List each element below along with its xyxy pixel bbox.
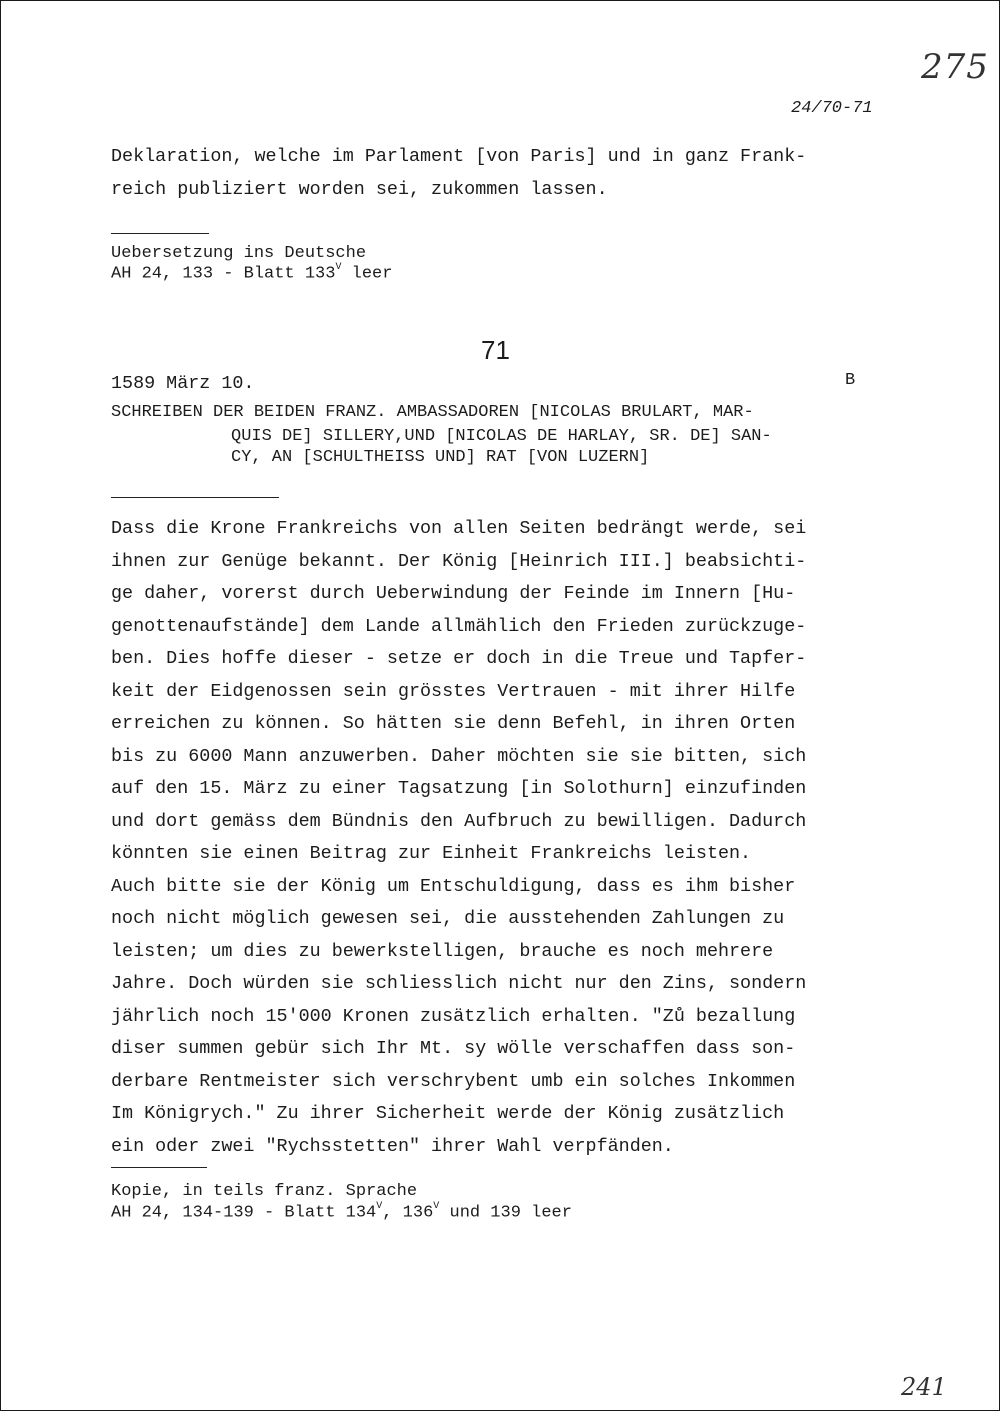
document-letter: B <box>845 371 856 390</box>
verso-mark: V <box>335 262 342 273</box>
footnote-text: AH 24, 133 - Blatt 133 <box>111 264 336 284</box>
text-line: ein oder zwei "Rychsstetten" ihrer Wahl verpfänden. <box>111 1135 674 1157</box>
document-heading-line: CY, AN [SCHULTHEISS UND] RAT [VON LUZERN] <box>231 448 650 467</box>
text-line: auf den 15. März zu einer Tagsatzung [in Solothurn] einzufinden <box>111 778 807 799</box>
text-line: reich publiziert worden sei, zukommen lassen. <box>111 178 608 200</box>
text-line: derbare Rentmeister sich verschrybent umb ein solches Inkommen <box>111 1070 796 1092</box>
previous-doc-footnote-source: Uebersetzung ins Deutsche <box>111 244 367 263</box>
text-line: ihnen zur Genüge bekannt. Der König [Heinrich III.] beabsichti- <box>111 550 807 572</box>
text-line: Auch bitte sie der König um Entschuldigung, dass es ihm bisher <box>111 875 796 897</box>
footnote-text: AH 24, 134-139 - Blatt 134 <box>111 1203 377 1223</box>
document-footnote-location <box>111 1203 572 1223</box>
text-line: leisten; um dies zu bewerkstelligen, brauche es noch mehrere <box>111 940 774 962</box>
reference-number: 24/70-71 <box>791 99 873 118</box>
handwritten-page-mark: 241 <box>901 1373 947 1401</box>
document-heading-line: QUIS DE] SILLERY,UND [NICOLAS DE HARLAY, SR. DE] SAN- <box>231 427 772 446</box>
text-line: Im Königrych." Zu ihrer Sicherheit werde der König zusätzlich <box>111 1103 785 1124</box>
text-line: bis zu 6000 Mann anzuwerben. Daher möchten sie sie bitten, sich <box>111 745 807 767</box>
text-line: Dass die Krone Frankreichs von allen Seiten bedrängt werde, sei <box>111 518 807 539</box>
document-number: 71 <box>481 335 510 365</box>
text-line: erreichen zu können. So hätten sie denn Befehl, in ihren Orten <box>111 713 796 734</box>
footnote-divider <box>111 1167 207 1168</box>
footnote-divider <box>111 233 209 234</box>
footnote-text: leer <box>341 264 393 284</box>
text-line: Deklaration, welche im Parlament [von Paris] und in ganz Frank- <box>111 146 807 167</box>
previous-doc-footnote-location <box>111 264 392 284</box>
verso-mark: V <box>376 1201 383 1212</box>
document-date: 1589 März 10. <box>111 373 255 394</box>
text-line: keit der Eidgenossen sein grösstes Vertrauen - mit ihrer Hilfe <box>111 680 796 702</box>
text-line: genottenaufstände] dem Lande allmählich den Frieden zurückzuge- <box>111 615 807 637</box>
document-footnote-source: Kopie, in teils franz. Sprache <box>111 1182 418 1201</box>
footnote-text: , 136 <box>382 1203 434 1223</box>
text-line: jährlich noch 15'000 Kronen zusätzlich erhalten. "Zů bezallung <box>111 1005 796 1027</box>
text-line: könnten sie einen Beitrag zur Einheit Frankreichs leisten. <box>111 843 752 864</box>
handwritten-folio-number: 275 <box>921 47 989 87</box>
text-line: diser summen gebür sich Ihr Mt. sy wölle verschaffen dass son- <box>111 1038 796 1059</box>
footnote-text: und 139 leer <box>439 1203 572 1223</box>
text-line: Jahre. Doch würden sie schliesslich nicht nur den Zins, sondern <box>111 973 807 994</box>
text-line: noch nicht möglich gewesen sei, die ausstehenden Zahlungen zu <box>111 908 785 929</box>
text-line: ben. Dies hoffe dieser - setze er doch in die Treue und Tapfer- <box>111 648 807 669</box>
document-heading-line: SCHREIBEN DER BEIDEN FRANZ. AMBASSADOREN [NICOLAS BRULART, MAR- <box>111 403 754 422</box>
text-line: und dort gemäss dem Bündnis den Aufbruch zu bewilligen. Dadurch <box>111 810 807 832</box>
document-body <box>111 513 806 1163</box>
heading-divider <box>111 497 279 498</box>
previous-doc-text <box>111 141 806 206</box>
text-line: ge daher, vorerst durch Ueberwindung der Feinde im Innern [Hu- <box>111 583 796 604</box>
verso-mark: V <box>433 1201 440 1212</box>
